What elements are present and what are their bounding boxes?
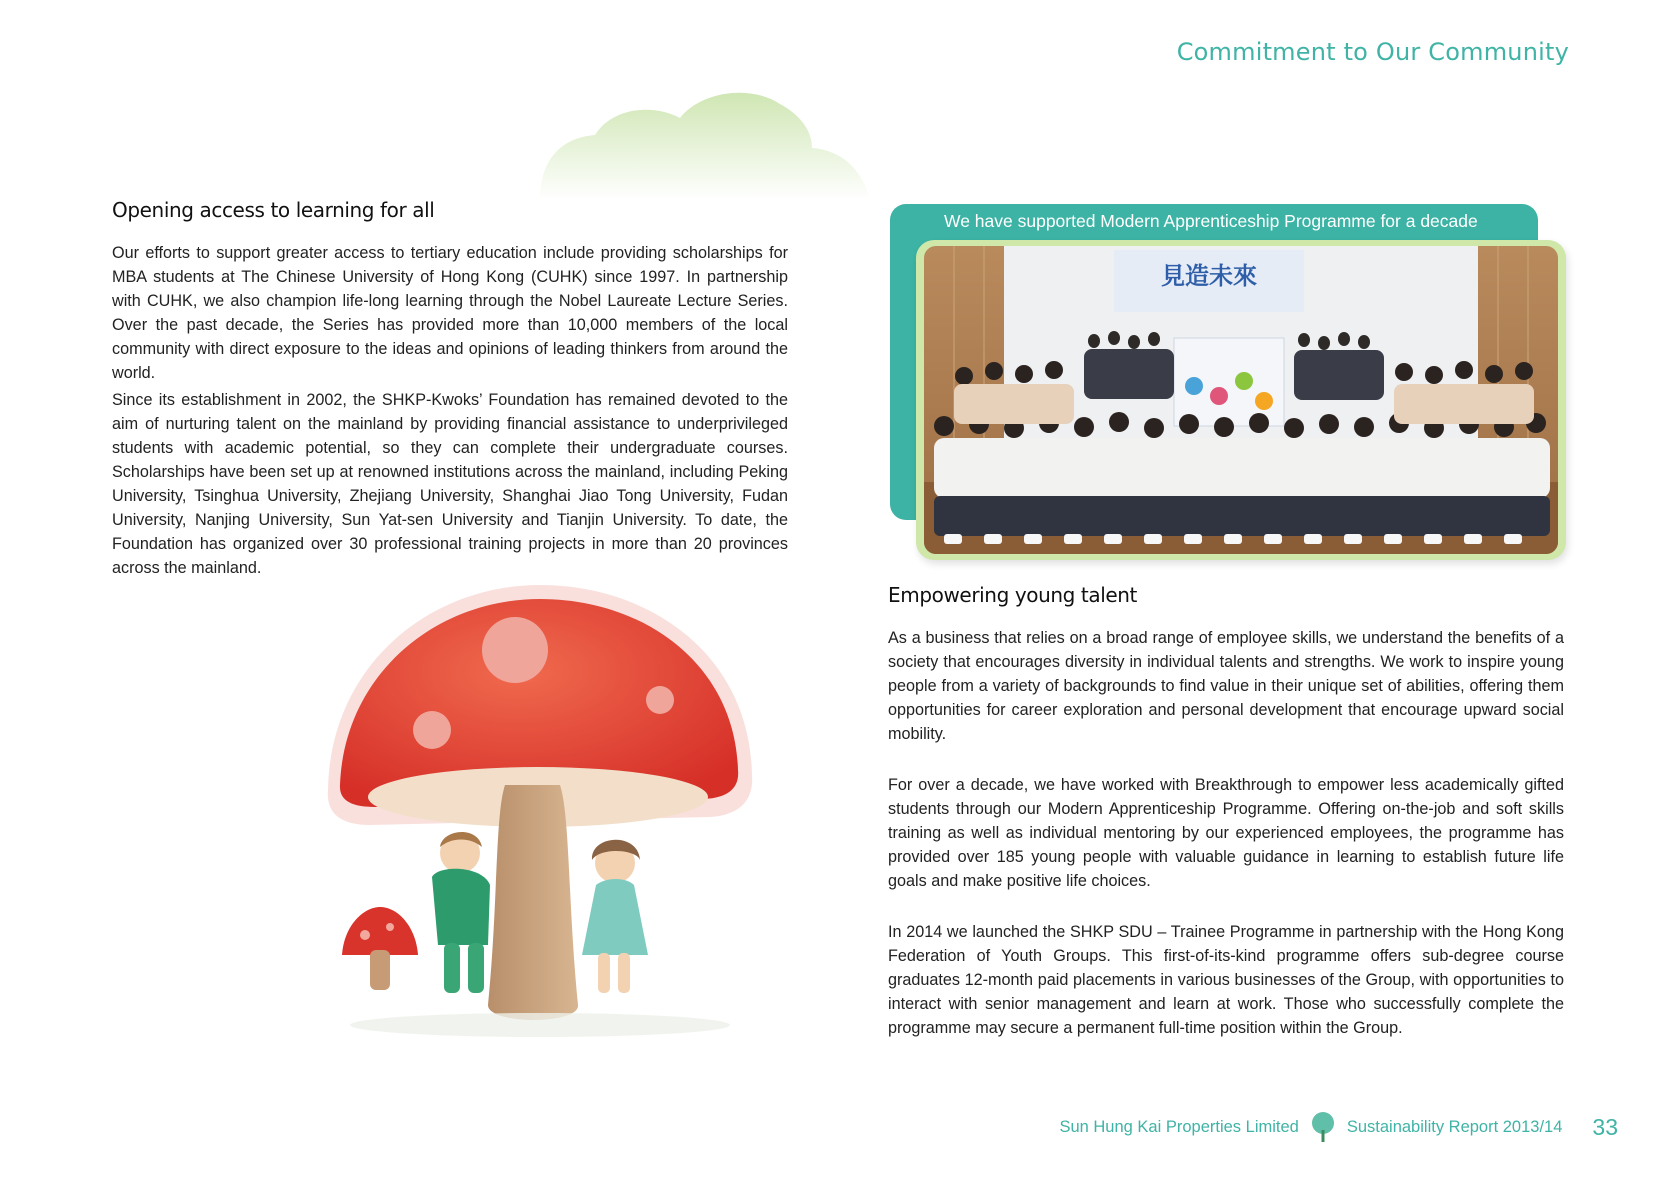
cloud-illustration	[540, 88, 870, 200]
heading-opening-access: Opening access to learning for all	[112, 198, 435, 222]
footer-report-title: Sustainability Report 2013/14	[1346, 1117, 1563, 1136]
mushroom-children-illustration	[320, 585, 760, 1055]
paragraph-apprenticeship: For over a decade, we have worked with Breakthrough to empower less academically gifted students through our Modern Apprenticeship Programme. Offering on-the-job and soft skills training as well as individual mentoring by our experienced employees, the programme has provided over 185 young people with valuable guidance in learning to establish future life goals and make positive life choices.	[888, 776, 1564, 890]
paragraph-trainee-programme: In 2014 we launched the SHKP SDU – Trainee Programme in partnership with the Hong Kong Federation of Youth Groups. This first-of-its-kind programme offers sub-degree course graduates 12-month paid placements in various businesses of the Group, with opportunities to interact with senior management and learn at work. Those who successfully complete the programme may secure a permanent full-time position within the Group.	[888, 923, 1564, 1037]
footer-company-name: Sun Hung Kai Properties Limited	[1059, 1117, 1299, 1136]
banner-title: 見造未來	[1161, 262, 1257, 290]
footer	[1059, 1112, 1618, 1142]
photo-caption: We have supported Modern Apprenticeship Programme for a decade	[944, 211, 1478, 231]
paragraph-scholarships: Our efforts to support greater access to tertiary education include providing scholarships for MBA students at The Chinese University of Hong Kong (CUHK) since 1997. In partnership with CUHK, we also champion life-long learning through the Nobel Laureate Lecture Series. Over the past decade, the Series has provided more than 10,000 members of the local community with direct exposure to the ideas and opinions of leading thinkers from around the world.	[112, 244, 788, 382]
heading-empowering-talent: Empowering young talent	[888, 583, 1137, 607]
section-title: Commitment to Our Community	[1176, 38, 1569, 66]
page-number: 33	[1592, 1113, 1618, 1140]
paragraph-diversity: As a business that relies on a broad range of employee skills, we understand the benefits of a society that encourages diversity in individual talents and strengths. We work to inspire young people from a variety of backgrounds to find value in their unique set of abilities, offering them opportunities for career exploration and personal development that encourage upward social mobility.	[888, 629, 1564, 743]
tree-icon	[1311, 1112, 1335, 1142]
group-photo	[924, 246, 1558, 554]
paragraph-foundation: Since its establishment in 2002, the SHKP-Kwoks’ Foundation has remained devoted to the aim of nurturing talent on the mainland by providing financial assistance to underprivileged students with academic potential, so they can complete their undergraduate courses. Scholarships have been set up at renowned institutions across the mainland, including Peking University, Tsinghua University, Zhejiang University, Shanghai Jiao Tong University, Fudan University, Nanjing University, Sun Yat-sen University and Tianjin University. To date, the Foundation has organized over 30 professional training projects in more than 20 provinces across the mainland.	[112, 391, 788, 577]
